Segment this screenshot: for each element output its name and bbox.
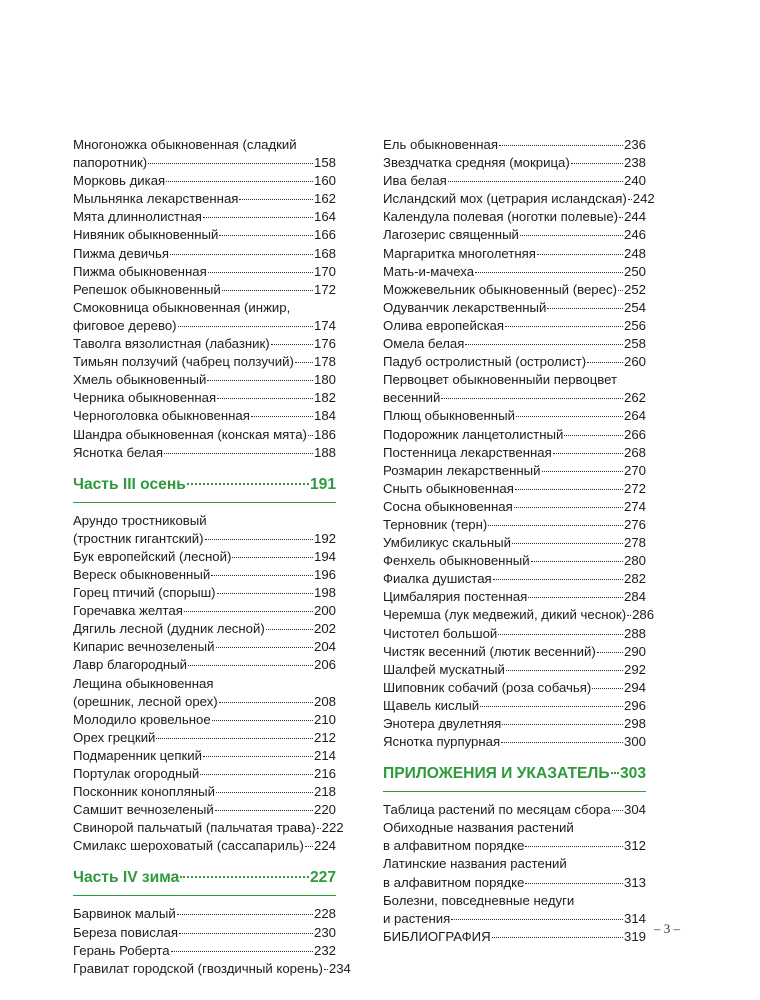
toc-entry: [73, 837, 336, 855]
entry-page: 236: [623, 137, 646, 152]
leader-dots: [308, 423, 313, 436]
leader-dots: [271, 332, 313, 345]
entry-page: 188: [313, 444, 336, 460]
entry-page: 212: [313, 729, 336, 745]
leader-dots: [587, 350, 623, 363]
leader-dots: [612, 798, 623, 811]
entry-page: 256: [623, 317, 646, 333]
toc-entry: [73, 801, 336, 819]
leader-dots: [516, 404, 623, 417]
entry-title: папоротник): [73, 155, 148, 171]
entry-page: 284: [623, 589, 646, 605]
leader-dots: [525, 871, 623, 884]
toc-entry: [73, 819, 344, 837]
entry-title: Маргаритка многолетняя: [383, 245, 536, 261]
entry-title: и растения: [383, 910, 451, 926]
leader-dots: [216, 780, 313, 793]
section-title: Часть IV зима: [73, 869, 180, 887]
entry-page: 178: [313, 354, 336, 370]
toc-entry: [73, 675, 336, 711]
section-heading-part-3: [73, 475, 336, 503]
leader-dots: [266, 617, 313, 630]
toc-entry: [383, 190, 655, 208]
leader-dots: [619, 205, 623, 218]
entry-page: 294: [623, 679, 646, 695]
entry-title: Таблица растений по месяцам сбора: [383, 802, 611, 818]
entry-title: Самшит вечнозеленый: [73, 802, 214, 818]
entry-title: (тростник гигантский): [73, 530, 204, 546]
entry-title: Мята длиннолистная: [73, 209, 202, 225]
leader-dots: [547, 296, 623, 309]
entry-title: Можжевельник обыкновенный (верес): [383, 281, 617, 297]
toc-entry: [383, 371, 646, 407]
entry-title: Постенница лекарственная: [383, 444, 552, 460]
leader-dots: [148, 151, 313, 164]
entry-title: Сныть обыкновенная: [383, 480, 514, 496]
leader-dots: [611, 760, 619, 774]
entry-title: Исландский мох (цетрария исландская): [383, 191, 627, 207]
entry-page: 314: [623, 910, 646, 926]
entry-page: 162: [313, 191, 336, 207]
entry-title: Пижма девичья: [73, 245, 170, 261]
entry-page: 204: [313, 639, 336, 655]
toc-entry: [383, 733, 646, 751]
leader-dots: [520, 223, 623, 236]
entry-title: Падуб остролистный (остролист): [383, 354, 587, 370]
section-page: 191: [309, 475, 336, 493]
entry-title: Звездчатка средняя (мокрица): [383, 155, 570, 171]
section-page: 227: [309, 869, 336, 887]
leader-dots: [187, 471, 309, 485]
entry-title: Энотера двулетняя: [383, 716, 502, 731]
entry-title: Молодило кровельное: [73, 711, 211, 727]
section-heading-appendix: [383, 764, 646, 792]
entry-title: Болезни, повседневные недуги: [383, 892, 575, 908]
entry-title: Цимбалярия постенная: [383, 589, 528, 605]
leader-dots: [514, 495, 623, 508]
leader-dots: [448, 169, 623, 182]
toc-entry: [383, 353, 646, 371]
entry-title: Орех грецкий: [73, 729, 156, 745]
leader-dots: [492, 925, 623, 938]
entry-title: Умбиликус скальный: [383, 535, 511, 551]
entry-page: 268: [623, 444, 646, 460]
leader-dots: [465, 332, 623, 345]
entry-title: Черемша (лук медвежий, дикий чеснок): [383, 607, 627, 623]
leader-dots: [164, 441, 313, 454]
leader-dots: [211, 563, 313, 576]
entry-page: 300: [623, 734, 646, 750]
entry-title: Шалфей мускатный: [383, 661, 505, 677]
entry-page: 248: [623, 245, 646, 261]
entry-title: Бук европейский (лесной): [73, 548, 232, 564]
leader-dots: [177, 902, 313, 915]
entry-title: БИБЛИОГРАФИЯ: [383, 928, 491, 944]
entry-page: 244: [624, 209, 647, 225]
entry-page: 232: [313, 942, 336, 958]
entry-page: 286: [632, 607, 655, 623]
entry-title: Гравилат городской (гвоздичный корень): [73, 960, 323, 976]
entry-page: 182: [313, 390, 336, 406]
toc-entry: [73, 512, 336, 548]
leader-dots: [251, 404, 313, 417]
leader-dots: [180, 864, 309, 878]
entry-title: Посконник конопляный: [73, 784, 215, 800]
entry-page: 274: [623, 498, 646, 514]
entry-page: 304: [623, 802, 646, 818]
entry-title: Горец птичий (спорыш): [73, 585, 216, 601]
leader-dots: [506, 658, 623, 671]
leader-dots: [618, 278, 623, 291]
entry-page: 313: [623, 874, 646, 890]
leader-dots: [207, 368, 313, 381]
entry-page: 276: [623, 516, 646, 532]
entry-title: Шиповник собачий (роза собачья): [383, 679, 592, 695]
entry-page: 278: [623, 535, 646, 551]
toc-entry: [383, 263, 646, 281]
entry-title: Черноголовка обыкновенная: [73, 408, 250, 424]
entry-title: (орешник, лесной орех): [73, 693, 218, 709]
toc-left-column: [73, 136, 351, 978]
toc-entry: [73, 444, 336, 462]
entry-page: 228: [313, 906, 336, 922]
leader-dots: [222, 278, 313, 291]
leader-dots: [239, 187, 313, 200]
entry-title: Свинорой пальчатый (пальчатая трава): [73, 820, 316, 836]
entry-title: Береза повислая: [73, 924, 179, 940]
leader-dots: [512, 531, 623, 544]
entry-title: Фиалка душистая: [383, 571, 492, 587]
entry-page: 319: [623, 928, 646, 944]
entry-page: 230: [313, 924, 336, 940]
entry-title: весенний: [383, 390, 441, 406]
entry-title: в алфавитном порядке: [383, 838, 525, 854]
leader-dots: [324, 957, 328, 970]
entry-page: 202: [313, 621, 336, 637]
leader-dots: [179, 921, 313, 934]
entry-title: Тимьян ползучий (чабрец ползучий): [73, 354, 294, 370]
entry-title: Сосна обыкновенная: [383, 498, 513, 514]
toc-entry: [73, 407, 336, 425]
leader-dots: [531, 549, 623, 562]
entry-page: 252: [623, 281, 646, 297]
entry-page: 216: [313, 766, 336, 781]
entry-title: Многоножка обыкновенная (сладкий: [73, 137, 297, 152]
entry-title: Лагозерис священный: [383, 227, 519, 243]
entry-title: Олива европейская: [383, 317, 505, 333]
toc-entry: [383, 801, 646, 819]
entry-title: Фенхель обыкновенный: [383, 553, 530, 569]
entry-page: 238: [623, 155, 646, 171]
leader-dots: [200, 762, 313, 775]
leader-dots: [592, 676, 623, 689]
leader-dots: [208, 260, 313, 273]
page-number: – 3 –: [654, 921, 680, 936]
entry-page: 166: [313, 227, 336, 243]
section-title: ПРИЛОЖЕНИЯ И УКАЗАТЕЛЬ: [383, 765, 610, 783]
leader-dots: [212, 708, 313, 721]
entry-page: 200: [313, 603, 336, 619]
leader-dots: [553, 441, 623, 454]
entry-page: 222: [321, 820, 344, 836]
entry-title: Лещина обыкновенная: [73, 675, 214, 691]
entry-title: Пижма обыкновенная: [73, 263, 207, 279]
entry-title: Чистотел большой: [383, 625, 498, 641]
entry-page: 266: [623, 426, 646, 442]
leader-dots: [166, 169, 313, 182]
leader-dots: [542, 459, 623, 472]
leader-dots: [501, 730, 623, 743]
leader-dots: [488, 513, 623, 526]
entry-title: Подмаренник цепкий: [73, 747, 203, 763]
toc-entry: [383, 588, 646, 606]
toc-entry: [73, 136, 336, 172]
entry-title: Горечавка желтая: [73, 603, 183, 619]
leader-dots: [219, 690, 313, 703]
entry-page: 176: [313, 336, 336, 352]
entry-title: Терновник (терн): [383, 516, 488, 532]
section-title: Часть III осень: [73, 475, 186, 493]
leader-dots: [528, 585, 623, 598]
leader-dots: [188, 653, 313, 666]
entry-title: Обиходные названия растений: [383, 820, 574, 836]
entry-page: 180: [313, 372, 336, 388]
leader-dots: [217, 386, 313, 399]
entry-title: Портулак огородный: [73, 766, 200, 781]
toc-entry: [383, 928, 646, 946]
entry-page: 272: [623, 480, 646, 496]
entry-title: Омела белая: [383, 336, 465, 352]
entry-page: 270: [623, 462, 646, 478]
entry-page: 184: [313, 408, 336, 424]
entry-page: 242: [632, 191, 655, 207]
entry-page: 292: [623, 661, 646, 677]
entry-page: 260: [623, 354, 646, 370]
entry-page: 240: [623, 173, 646, 189]
entry-page: 224: [313, 838, 336, 854]
entry-page: 214: [313, 747, 336, 763]
section-heading-part-4: [73, 868, 336, 896]
entry-page: 280: [623, 553, 646, 569]
entry-page: 198: [313, 585, 336, 601]
entry-page: 170: [313, 263, 336, 279]
entry-title: Яснотка пурпурная: [383, 734, 501, 750]
leader-dots: [475, 260, 623, 273]
leader-dots: [216, 635, 313, 648]
entry-list: [383, 136, 655, 751]
entry-page: 262: [623, 390, 646, 406]
toc-entry: [383, 892, 646, 928]
entry-page: 246: [623, 227, 646, 243]
entry-page: 298: [623, 716, 646, 731]
leader-dots: [171, 939, 313, 952]
leader-dots: [628, 187, 632, 200]
leader-dots: [505, 314, 623, 327]
entry-page: 210: [313, 711, 336, 727]
leader-dots: [205, 527, 313, 540]
entry-title: Барвинок малый: [73, 906, 176, 922]
entry-title: Ива белая: [383, 173, 447, 189]
entry-page: 282: [623, 571, 646, 587]
entry-page: 218: [313, 784, 336, 800]
entry-page: 250: [623, 263, 646, 279]
leader-dots: [295, 350, 313, 363]
leader-dots: [184, 599, 313, 612]
entry-title: Смилакс шероховатый (сассапариль): [73, 838, 304, 854]
entry-title: Первоцвет обыкновенныйи первоцвет: [383, 372, 618, 388]
entry-page: 208: [313, 693, 336, 709]
entry-title: Смоковница обыкновенная (инжир,: [73, 299, 291, 315]
toc-entry: [73, 281, 336, 299]
entry-title: Черника обыкновенная: [73, 390, 217, 406]
entry-page: 186: [313, 426, 336, 442]
entry-page: 234: [328, 960, 351, 976]
entry-list: [383, 801, 646, 946]
entry-page: 172: [313, 281, 336, 297]
entry-title: Чистяк весенний (лютик весенний): [383, 643, 596, 659]
leader-dots: [232, 545, 313, 558]
entry-page: 254: [623, 299, 646, 315]
leader-dots: [498, 622, 623, 635]
entry-title: Шандра обыкновенная (конская мята): [73, 426, 307, 442]
entry-title: Розмарин лекарственный: [383, 462, 541, 478]
entry-page: 164: [313, 209, 336, 225]
leader-dots: [502, 712, 623, 725]
entry-page: 220: [313, 802, 336, 818]
leader-dots: [537, 242, 623, 255]
entry-page: 196: [313, 566, 336, 582]
entry-page: 290: [623, 643, 646, 659]
toc-entry: [73, 960, 351, 978]
entry-page: 264: [623, 408, 646, 424]
entry-title: Ель обыкновенная: [383, 137, 499, 152]
leader-dots: [571, 151, 623, 164]
leader-dots: [317, 816, 321, 829]
entry-page: 312: [623, 838, 646, 854]
toc-entry: [73, 656, 336, 674]
entry-title: Щавель кислый: [383, 697, 480, 713]
entry-title: Арундо тростниковый: [73, 512, 207, 528]
leader-dots: [215, 798, 313, 811]
entry-page: 258: [623, 336, 646, 352]
leader-dots: [564, 423, 623, 436]
entry-title: Календула полевая (ноготки полевые): [383, 209, 619, 225]
entry-title: Морковь дикая: [73, 173, 166, 189]
leader-dots: [203, 205, 313, 218]
entry-title: Подорожник ланцетолистный: [383, 426, 564, 442]
entry-title: Плющ обыкновенный: [383, 408, 515, 424]
entry-title: Хмель обыкновенный: [73, 372, 207, 388]
entry-page: 194: [313, 548, 336, 564]
entry-title: Мыльнянка лекарственная: [73, 191, 239, 207]
leader-dots: [441, 386, 623, 399]
entry-page: 168: [313, 245, 336, 261]
entry-list: [73, 136, 336, 462]
leader-dots: [170, 242, 313, 255]
toc-entry: [73, 299, 336, 335]
entry-page: 192: [313, 530, 336, 546]
entry-title: Нивяник обыкновенный: [73, 227, 219, 243]
leader-dots: [451, 907, 623, 920]
entry-page: 160: [313, 173, 336, 189]
entry-page: 206: [313, 657, 336, 673]
leader-dots: [515, 477, 623, 490]
toc-entry: [383, 855, 646, 891]
entry-page: 158: [313, 155, 336, 171]
entry-page: 288: [623, 625, 646, 641]
leader-dots: [178, 314, 313, 327]
section-page: 303: [619, 765, 646, 783]
entry-title: Лавр благородный: [73, 657, 188, 673]
entry-title: Кипарис вечнозеленый: [73, 639, 215, 655]
entry-title: Яснотка белая: [73, 444, 164, 460]
entry-title: Таволга вязолистная (лабазник): [73, 336, 270, 352]
entry-title: Вереск обыкновенный: [73, 566, 211, 582]
entry-list: [73, 905, 351, 977]
entry-title: в алфавитном порядке: [383, 874, 525, 890]
entry-page: 296: [623, 697, 646, 713]
entry-title: Одуванчик лекарственный: [383, 299, 547, 315]
toc-entry: [383, 172, 646, 190]
leader-dots: [203, 744, 313, 757]
entry-title: Герань Роберта: [73, 942, 170, 958]
leader-dots: [217, 581, 313, 594]
leader-dots: [156, 726, 313, 739]
leader-dots: [627, 603, 631, 616]
entry-list: [73, 512, 344, 856]
leader-dots: [597, 640, 623, 653]
entry-title: Репешок обыкновенный: [73, 281, 221, 297]
toc-entry: [73, 942, 336, 960]
entry-title: Дягиль лесной (дудник лесной): [73, 621, 265, 637]
entry-title: Мать-и-мачеха: [383, 263, 475, 279]
leader-dots: [305, 834, 313, 847]
leader-dots: [480, 694, 623, 707]
leader-dots: [493, 567, 623, 580]
entry-title: фиговое дерево): [73, 317, 177, 333]
entry-page: 174: [313, 317, 336, 333]
leader-dots: [219, 223, 313, 236]
leader-dots: [525, 834, 623, 847]
toc-entry: [383, 819, 646, 855]
toc-right-column: [383, 136, 655, 946]
leader-dots: [499, 133, 623, 146]
entry-title: Латинские названия растений: [383, 856, 567, 872]
